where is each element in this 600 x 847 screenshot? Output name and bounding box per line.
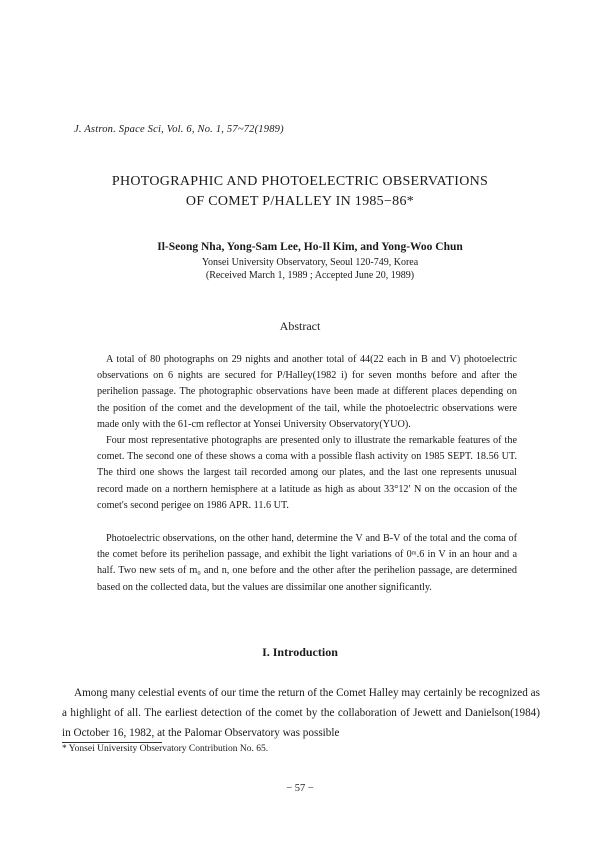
section-heading-introduction: I. Introduction [262, 645, 338, 659]
introduction-paragraph: Among many celestial events of our time the return of the Comet Halley may certainly be recognized as a highlight of all. The earliest detection of the comet by the collaboration of Jewett and Danielson(1984) in October 16, 1982, at the Palomar Observatory was possible [62, 687, 540, 739]
paper-title-line-2: OF COMET P/HALLEY IN 1985−86* [185, 194, 415, 209]
journal-reference: J. Astron. Space Sci, Vol. 6, No. 1, 57~72(1989) [74, 124, 284, 135]
footnote: * Yonsei University Observatory Contribution No. 65. [62, 744, 269, 754]
abstract-text: Photoelectric observations, on the other hand, determine the V and B-V of the total and the coma of the comet before its perihelion passage, and exhibit the light variations of 0ᵐ.6 in V in an hour and a half. Two new sets of m₀ and n, one before and the other after the perihelion passage, are determined based on the collected data, but the values are dissimilar one another significantly. [97, 533, 517, 593]
abstract-paragraph-3 [97, 531, 517, 596]
paper-title-line-1: PHOTOGRAPHIC AND PHOTOELECTRIC OBSERVATIONS [111, 174, 489, 189]
footnote-rule [62, 742, 162, 743]
abstract-paragraph-2 [97, 433, 517, 514]
received-dates: (Received March 1, 1989 ; Accepted June 20, 1989) [205, 270, 415, 281]
abstract-text: A total of 80 photographs on 29 nights and another total of 44(22 each in B and V) photoelectric observations on 6 nights are secured for P/Halley(1982 i) for seven months before and after the perihelion passage. The photographic observations have been made at different places depending on the position of the comet and the development of the tail, while the photoelectric observations were made only with the 61-cm reflector at Yonsei University Observatory(YUO). [97, 354, 517, 430]
affiliation: Yonsei University Observatory, Seoul 120-749, Korea [201, 257, 419, 268]
paper-title [60, 172, 540, 212]
abstract-text: Four most representative photographs are presented only to illustrate the remarkable features of the comet. The second one of these shows a coma with a possible flash activity on 1985 SEPT. 18.56 UT. The third one shows the largest tail recorded among our plates, and the last one represents unusual record made on a northern hemisphere at a latitude as high as about 33°12′ N on the occasion of the comet's second perigee on 1986 APR. 11.6 UT. [97, 435, 517, 511]
abstract-heading: Abstract [279, 319, 321, 333]
abstract-paragraph-1 [97, 352, 517, 433]
author-list: Il-Seong Nha, Yong-Sam Lee, Ho-Il Kim, and Yong-Woo Chun [157, 241, 463, 253]
page-number: − 57 − [286, 783, 314, 794]
